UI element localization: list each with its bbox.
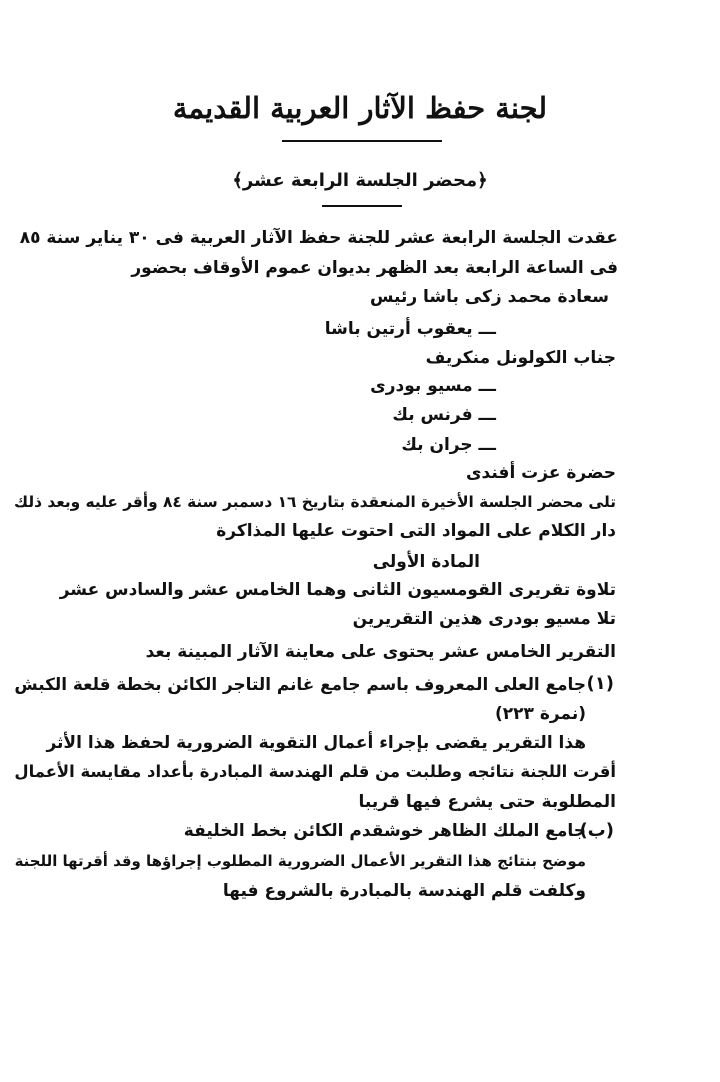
item-b-line: موضح بنتائج هذا التقرير الأعمال الضرورية المطلوب إجراؤها وقد أقرتها اللجنة (14, 852, 586, 870)
item-a-label: (١) (586, 673, 614, 694)
opening-line-1: عقدت الجلسة الرابعة عشر للجنة حفظ الآثار العربية فى ٣٠ يناير سنة ٨٥ (19, 228, 618, 248)
title-divider (282, 140, 442, 142)
attendee-row: ـــ جران بك (401, 435, 496, 455)
item-b-label: (ب) (579, 820, 614, 841)
item-a-line: جامع العلى المعروف باسم جامع غانم التاجر الكائن بخطة قلعة الكبش (14, 674, 586, 694)
article-paragraph: تلا مسيو بودرى هذين التقريرين (352, 609, 616, 629)
attendee-row: ـــ فرنس بك (392, 405, 496, 425)
article-paragraph: التقرير الخامس عشر يحتوى على معاينة الآثار المبينة بعد (145, 642, 616, 662)
attendee-row: حضرة عزت أفندى (465, 463, 616, 483)
opening-line-2: فى الساعة الرابعة بعد الظهر بديوان عموم الأوقاف بحضور (131, 258, 618, 278)
item-a-line: (نمرة ٢٢٣) (494, 704, 586, 724)
page-title: لجنة حفظ الآثار العربية القديمة (172, 91, 548, 125)
item-a-line: المطلوبة حتى يشرع فيها قريبا (358, 792, 616, 812)
item-b-line: وكلفت قلم الهندسة بالمبادرة بالشروع فيها (222, 881, 586, 901)
attendee-row: ـــ يعقوب أرتين باشا (324, 319, 496, 339)
item-a-line: أقرت اللجنة نتائجه وطلبت من قلم الهندسة المبادرة بأعداد مقايسة الأعمال (14, 762, 616, 781)
attendee-president: سعادة محمد زكى باشا رئيس (369, 287, 609, 307)
article-paragraph: تلاوة تقريرى القومسيون الثانى وهما الخامس عشر والسادس عشر (59, 580, 616, 600)
session-subtitle: ﴿محضر الجلسة الرابعة عشر﴾ (232, 170, 488, 191)
minutes-line-1: تلى محضر الجلسة الأخيرة المنعقدة بتاريخ ١٦ دسمبر سنة ٨٤ وأقر عليه وبعد ذلك (14, 493, 616, 511)
attendee-row: ـــ مسيو بودرى (370, 376, 496, 396)
item-b-line: جامع الملك الظاهر خوشقدم الكائن بخط الخليفة (183, 821, 586, 841)
subtitle-divider (322, 205, 402, 207)
minutes-line-2: دار الكلام على المواد التى احتوت عليها المذاكرة (216, 521, 616, 541)
item-a-line: هذا التقرير يقضى بإجراء أعمال التقوية الضرورية لحفظ هذا الأثر (46, 733, 586, 753)
article-heading: المادة الأولى (372, 552, 480, 572)
attendee-row: جناب الكولونل منكريف (425, 348, 616, 368)
